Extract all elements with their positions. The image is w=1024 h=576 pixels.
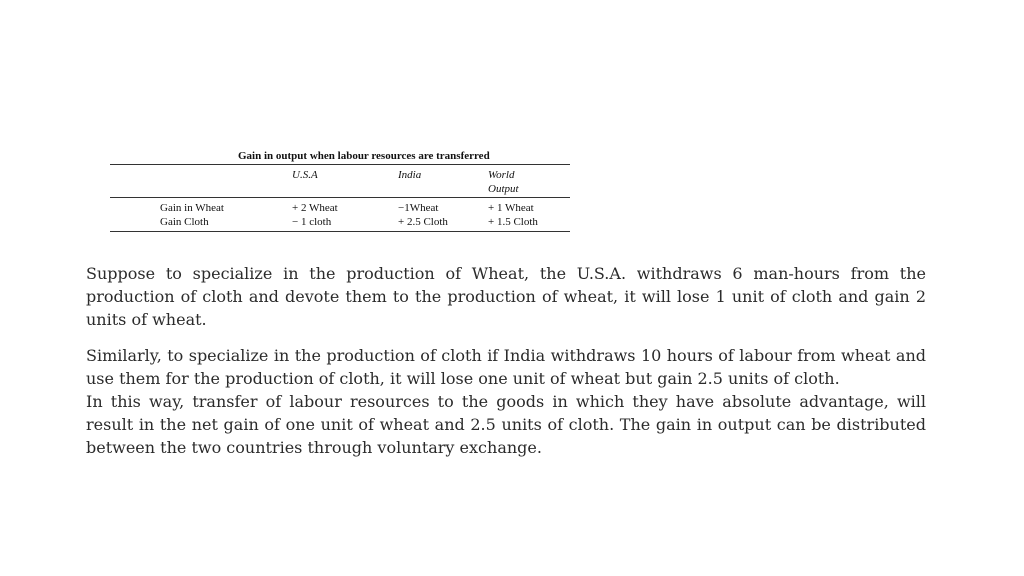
- explanation-text: [86, 262, 926, 459]
- row-label: Gain in Wheat: [160, 202, 224, 214]
- row-world-value: + 1 Wheat: [488, 202, 534, 214]
- header-world-line1: World: [488, 169, 515, 181]
- paragraph-usa: Suppose to specialize in the production of Wheat, the U.S.A. withdraws 6 man-hours from the production of cloth and devote them to the production of wheat, it will lose 1 unit of cloth and gain 2 units of wheat.: [86, 264, 926, 329]
- row-usa-value: + 2 Wheat: [292, 202, 338, 214]
- row-india-value: + 2.5 Cloth: [398, 216, 448, 228]
- table-title: Gain in output when labour resources are transferred: [238, 150, 490, 162]
- paragraph-conclusion: In this way, transfer of labour resources to the goods in which they have absolute advantage, will result in the net gain of one unit of wheat and 2.5 units of cloth. The gain in output can be distributed between the two countries through voluntary exchange.: [86, 392, 926, 457]
- row-india-value: −1Wheat: [398, 202, 439, 214]
- table-header-rule: [110, 197, 570, 198]
- row-usa-value: − 1 cloth: [292, 216, 332, 228]
- header-usa: U.S.A: [292, 169, 318, 181]
- table-bottom-rule: [110, 231, 570, 232]
- header-india: India: [398, 169, 422, 181]
- row-label: Gain Cloth: [160, 216, 209, 228]
- paragraph-india: Similarly, to specialize in the production of cloth if India withdraws 10 hours of labour from wheat and use them for the production of cloth, it will lose one unit of wheat but gain 2.5 units of cloth.: [86, 346, 926, 388]
- header-world-line2: Output: [488, 183, 519, 195]
- row-world-value: + 1.5 Cloth: [488, 216, 538, 228]
- table-top-rule: [110, 164, 570, 165]
